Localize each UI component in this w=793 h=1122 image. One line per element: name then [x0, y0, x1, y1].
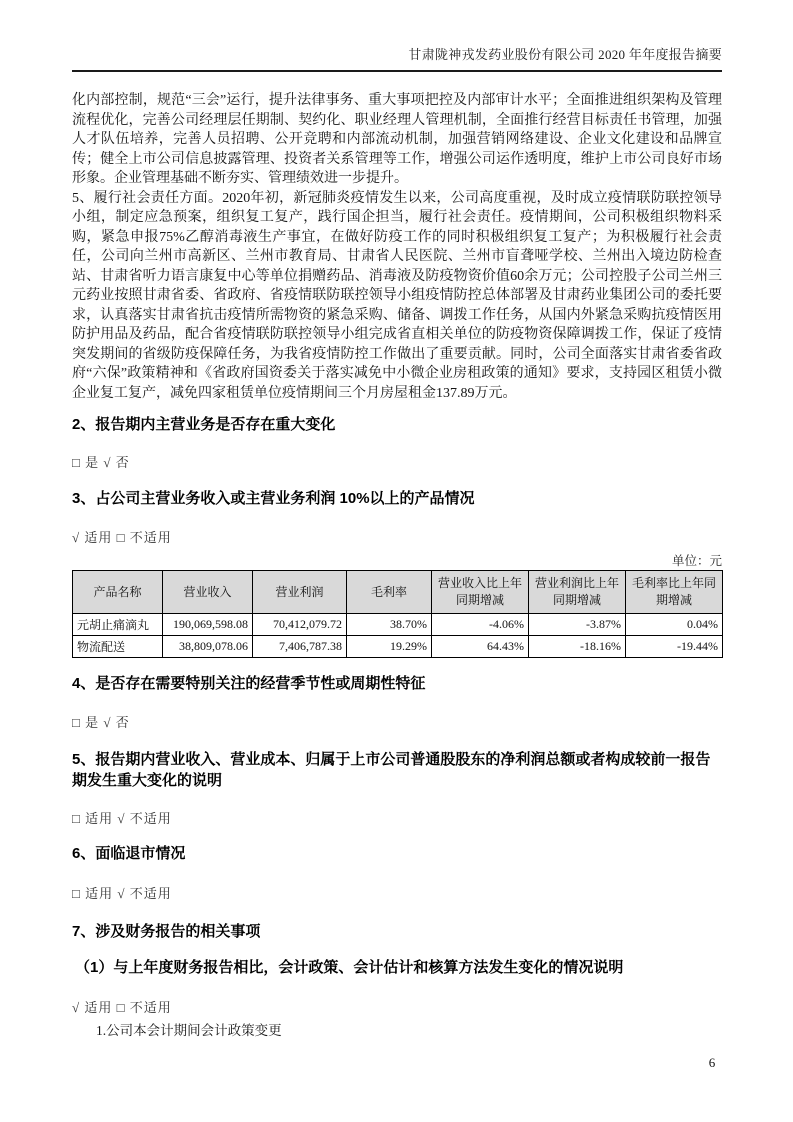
cell-revenue: 190,069,598.08 [163, 614, 253, 636]
section-2-choice: □ 是 √ 否 [72, 455, 130, 470]
section-4-heading: 4、是否存在需要特别关注的经营季节性或周期性特征 [72, 675, 426, 692]
cell-revenue-yoy: -4.06% [432, 614, 529, 636]
section-5-choice: □ 适用 √ 不适用 [72, 811, 172, 826]
col-header-operating-profit: 营业利润 [253, 571, 347, 614]
table-unit-label: 单位：元 [671, 554, 722, 568]
col-header-gross-margin: 毛利率 [347, 571, 432, 614]
section-7-1-choice: √ 适用 □ 不适用 [72, 1000, 172, 1015]
table-row [73, 636, 723, 658]
section-2-heading: 2、报告期内主营业务是否存在重大变化 [72, 416, 336, 433]
section-7-heading: 7、涉及财务报告的相关事项 [72, 923, 261, 940]
section-5-heading: 5、报告期内营业收入、营业成本、归属于上市公司普通股股东的净利润总额或者构成较前一报告期发生重大变化的说明 [72, 751, 711, 789]
cell-operating-profit: 70,412,079.72 [253, 614, 347, 636]
section-6-heading: 6、面临退市情况 [72, 845, 186, 862]
cell-operating-profit: 7,406,787.38 [253, 636, 347, 658]
page-number: 6 [708, 1055, 716, 1070]
page-content [72, 91, 722, 1039]
cell-profit-yoy: -18.16% [529, 636, 626, 658]
cell-margin-yoy: 0.04% [626, 614, 723, 636]
cell-margin-yoy: -19.44% [626, 636, 723, 658]
section-7-1-heading: （1）与上年度财务报告相比，会计政策、会计估计和核算方法发生变化的情况说明 [75, 959, 624, 976]
paragraph-governance: 化内部控制，规范“三会”运行，提升法律事务、重大事项把控及内部审计水平；全面推进组织架构及管理流程优化，完善公司经理层任期制、契约化、职业经理人管理机制，全面推行经营目标责任书管理，加强人才队伍培养，完善人员招聘、公开竞聘和内部流动机制，加强营销网络建设、企业文化建设和品牌宣传；健全上市公司信息披露管理、投资者关系管理等工作，增强公司运作透明度，维护上市公司良好市场形象。企业管理基础不断夯实、管理绩效进一步提升。 [72, 93, 722, 186]
paragraph-social-responsibility: 5、履行社会责任方面。2020年初，新冠肺炎疫情发生以来，公司高度重视，及时成立疫情联防联控领导小组，制定应急预案，组织复工复产，践行国企担当，履行社会责任。疫情期间，公司积极组织物料采购，紧急申报75%乙醇消毒液生产事宜，在做好防疫工作的同时积极组织复工复产；为积极履行社会责任，公司向兰州市高新区、兰州市教育局、甘肃省人民医院、兰州市盲聋哑学校、兰州出入境边防检查站、甘肃省听力语言康复中心等单位捐赠药品、消毒液及防疫物资价值60余万元；公司控股子公司兰州三元药业按照甘肃省委、省政府、省疫情联防联控领导小组疫情防控总体部署及甘肃药业集团公司的委托要求，认真落实甘肃省抗击疫情所需物资的紧急采购、储备、调拨工作任务，从国内外紧急采购抗疫情医用防护用品及药品，配合省疫情联防联控领导小组完成省直相关单位的防疫物资保障调拨工作，保证了疫情突发期间的省级防疫保障任务，为我省疫情防控工作做出了重要贡献。同时，公司全面落实甘肃省委省政府“六保”政策精神和《省政府国资委关于落实减免中小微企业房租政策的通知》要求，支持园区租赁小微企业复工复产，减免四家租赁单位疫情期间三个月房屋租金137.89万元。 [72, 190, 722, 401]
cell-profit-yoy: -3.87% [529, 614, 626, 636]
section-3-heading: 3、占公司主营业务收入或主营业务利润 10%以上的产品情况 [72, 490, 475, 507]
section-3-choice: √ 适用 □ 不适用 [72, 530, 172, 545]
col-header-revenue-yoy: 营业收入比上年同期增减 [432, 571, 529, 614]
col-header-product-name: 产品名称 [73, 571, 163, 614]
col-header-margin-yoy: 毛利率比上年同期增减 [626, 571, 723, 614]
section-4-choice: □ 是 √ 否 [72, 715, 130, 730]
cell-revenue-yoy: 64.43% [432, 636, 529, 658]
cell-gross-margin: 19.29% [347, 636, 432, 658]
section-6-choice: □ 适用 √ 不适用 [72, 886, 172, 901]
table-header-row [73, 571, 723, 614]
cell-product-name: 元胡止痛滴丸 [73, 614, 163, 636]
accounting-policy-note: 1.公司本会计期间会计政策变更 [96, 1023, 282, 1038]
table-row [73, 614, 723, 636]
page-header-title: 甘肃陇神戎发药业股份有限公司 2020 年年度报告摘要 [72, 44, 722, 72]
cell-revenue: 38,809,078.06 [163, 636, 253, 658]
product-table [72, 570, 723, 658]
col-header-profit-yoy: 营业利润比上年同期增减 [529, 571, 626, 614]
cell-gross-margin: 38.70% [347, 614, 432, 636]
col-header-revenue: 营业收入 [163, 571, 253, 614]
cell-product-name: 物流配送 [73, 636, 163, 658]
